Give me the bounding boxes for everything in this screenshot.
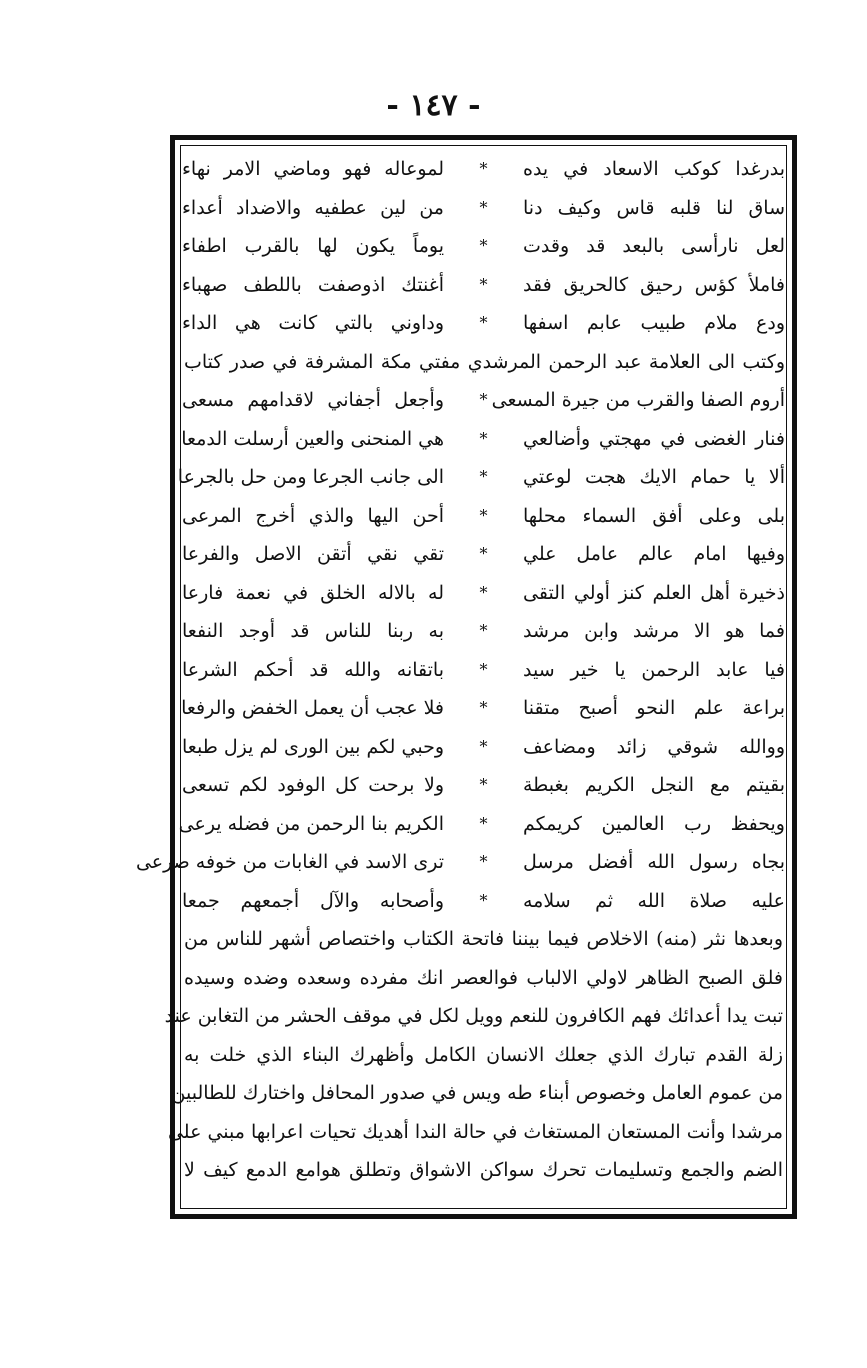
verse-second-hemistich: من لين عطفيه والاضداد أعداء: [182, 196, 444, 219]
verse-line: [182, 304, 785, 343]
verse-second-hemistich: هي المنحنى والعين أرسلت الدمعا: [181, 427, 444, 450]
verse-separator-star: *: [479, 467, 488, 486]
verse-first-hemistich: ودع ملام طبيب عابم اسفها: [523, 312, 785, 334]
verse-line: [182, 497, 785, 536]
verse-line: [182, 189, 785, 228]
verse-second-hemistich: له بالاله الخلق في نعمة فارعا: [182, 581, 444, 604]
verse-first-hemistich: بلى وعلى أفق السماء محلها: [523, 504, 785, 527]
prose-line: زلة القدم تبارك الذي جعلك الانسان الكامل وأظهرك البناء الذي خلت به: [184, 1043, 783, 1066]
verse-separator-star: *: [479, 274, 488, 294]
verse-second-hemistich: وحبي لكم بين الورى لم يزل طبعا: [182, 735, 444, 758]
verse-second-hemistich: وأصحابه والآل أجمعهم جمعا: [182, 889, 444, 912]
verse-separator-star: *: [479, 621, 488, 640]
verse-second-hemistich: الى جانب الجرعا ومن حل بالجرعا: [177, 466, 444, 488]
verse-separator-star: *: [479, 428, 488, 448]
verse-first-hemistich: عليه صلاة الله ثم سلامه: [523, 889, 785, 912]
verse-second-hemistich: باتقانه والله قد أحكم الشرعا: [182, 658, 444, 681]
verse-line: [182, 882, 785, 921]
verse-second-hemistich: فلا عجب أن يعمل الخفض والرفعا: [181, 697, 444, 719]
verse-separator-star: *: [479, 698, 488, 717]
verse-separator-star: *: [479, 736, 488, 756]
verse-line: [182, 227, 785, 266]
verse-line: [182, 266, 785, 305]
verse-first-hemistich: ألا يا حمام الايك هجت لوعتي: [523, 466, 785, 488]
verse-line: [178, 805, 785, 844]
verse-separator-star: *: [479, 659, 488, 679]
verse-line: [182, 150, 785, 189]
verse-line: [182, 420, 785, 459]
prose-line: الضم والجمع وتسليمات تحرك سواكن الاشواق وتطلق هوامع الدمع كيف لا: [184, 1159, 783, 1181]
verse-first-hemistich: وفيها امام عالم عامل علي: [523, 543, 785, 565]
verse-second-hemistich: أغنتك اذوصفت باللطف صهباء: [182, 273, 444, 296]
prose-line: تبت يدا أعدائك فهم الكافرون للنعم وويل لكل في موقف الحشر من التغابن عند: [164, 1005, 783, 1027]
verse-second-hemistich: ترى الاسد في الغابات من خوفه صرعى: [135, 851, 444, 873]
verse-second-hemistich: لموعاله فهو وماضي الامر نهاء: [182, 158, 444, 180]
verse-separator-star: *: [479, 890, 488, 910]
prose-line: فلق الصبح الظاهر لاولي الالباب فوالعصر انك مفرده وسعده وضده وسيده: [184, 966, 783, 989]
verse-first-hemistich: بقيتم مع النجل الكريم بغبطة: [523, 774, 785, 796]
verse-second-hemistich: وداوني بالتي كانت هي الداء: [182, 312, 444, 334]
verse-separator-star: *: [479, 505, 488, 525]
verse-first-hemistich: لعل نارأسى بالبعد قد وقدت: [523, 235, 785, 257]
verse-first-hemistich: فيا عابد الرحمن يا خير سيد: [523, 658, 785, 681]
verse-line: [182, 728, 785, 767]
verse-second-hemistich: تقي نقي أتقن الاصل والفرعا: [182, 543, 444, 565]
verse-line: [182, 381, 785, 420]
prose-line: مرشدا وأنت المستعان المستغاث في حالة الندا أهديك تحيات اعرابها مبني على: [167, 1120, 783, 1143]
verse-line: [177, 458, 785, 497]
verse-separator-star: *: [479, 313, 488, 332]
verse-separator-star: *: [479, 544, 488, 563]
verse-separator-star: *: [479, 197, 488, 217]
verse-second-hemistich: به ربنا للناس قد أوجد النفعا: [182, 620, 444, 642]
verse-separator-star: *: [479, 390, 488, 409]
prose-line: وبعدها نثر (منه) الاخلاص فيما بيننا فاتحة الكتاب واختصاص أشهر للناس من: [184, 928, 783, 950]
verse-first-hemistich: بدرغدا كوكب الاسعاد في يده: [523, 158, 785, 180]
verse-line: [182, 689, 785, 728]
verse-line: [182, 612, 785, 651]
verse-line: [135, 843, 785, 882]
verse-separator-star: *: [479, 236, 488, 255]
verse-line: [182, 535, 785, 574]
verse-first-hemistich: براعة علم النحو أصبح متقنا: [523, 697, 785, 719]
verse-second-hemistich: يوماً يكون لها بالقرب اطفاء: [182, 235, 444, 257]
verse-separator-star: *: [479, 775, 488, 794]
section-heading: وكتب الى العلامة عبد الرحمن المرشدي مفتي مكة المشرفة في صدر كتاب: [184, 350, 785, 373]
verse-first-hemistich: فاملأ كؤس رحيق كالحريق فقد: [523, 273, 785, 296]
verse-line: [182, 651, 785, 690]
verse-second-hemistich: الكريم بنا الرحمن من فضله يرعى: [178, 812, 444, 835]
verse-first-hemistich: ويحفظ رب العالمين كريمكم: [523, 812, 785, 835]
verse-separator-star: *: [479, 813, 488, 833]
verse-second-hemistich: وأجعل أجفاني لاقدامهم مسعى: [182, 389, 444, 411]
verse-second-hemistich: أحن اليها والذي أخرج المرعى: [182, 504, 444, 527]
verse-separator-star: *: [479, 582, 488, 602]
verse-first-hemistich: ساق لنا قلبه قاس وكيف دنا: [523, 196, 785, 219]
verse-line: [182, 574, 785, 613]
verse-first-hemistich: أروم الصفا والقرب من جيرة المسعى: [491, 389, 785, 411]
verse-first-hemistich: بجاه رسول الله أفضل مرسل: [523, 851, 785, 873]
verse-first-hemistich: فما هو الا مرشد وابن مرشد: [523, 620, 785, 642]
verse-separator-star: *: [479, 852, 488, 871]
verse-separator-star: *: [479, 159, 488, 178]
verse-line: [182, 766, 785, 805]
verse-first-hemistich: ووالله شوقي زائد ومضاعف: [523, 735, 785, 758]
verse-first-hemistich: فنار الغضى في مهجتي وأضالعي: [523, 427, 785, 450]
page-number: - ١٤٧ -: [386, 88, 481, 123]
prose-line: من عموم العامل وخصوص أبناء طه ويس في صدور المحافل واختارك للطالبين: [171, 1082, 783, 1104]
text-body: [135, 150, 785, 1190]
verse-first-hemistich: ذخيرة أهل العلم كنز أولي التقى: [523, 581, 785, 604]
verse-second-hemistich: ولا برحت كل الوفود لكم تسعى: [182, 774, 444, 796]
